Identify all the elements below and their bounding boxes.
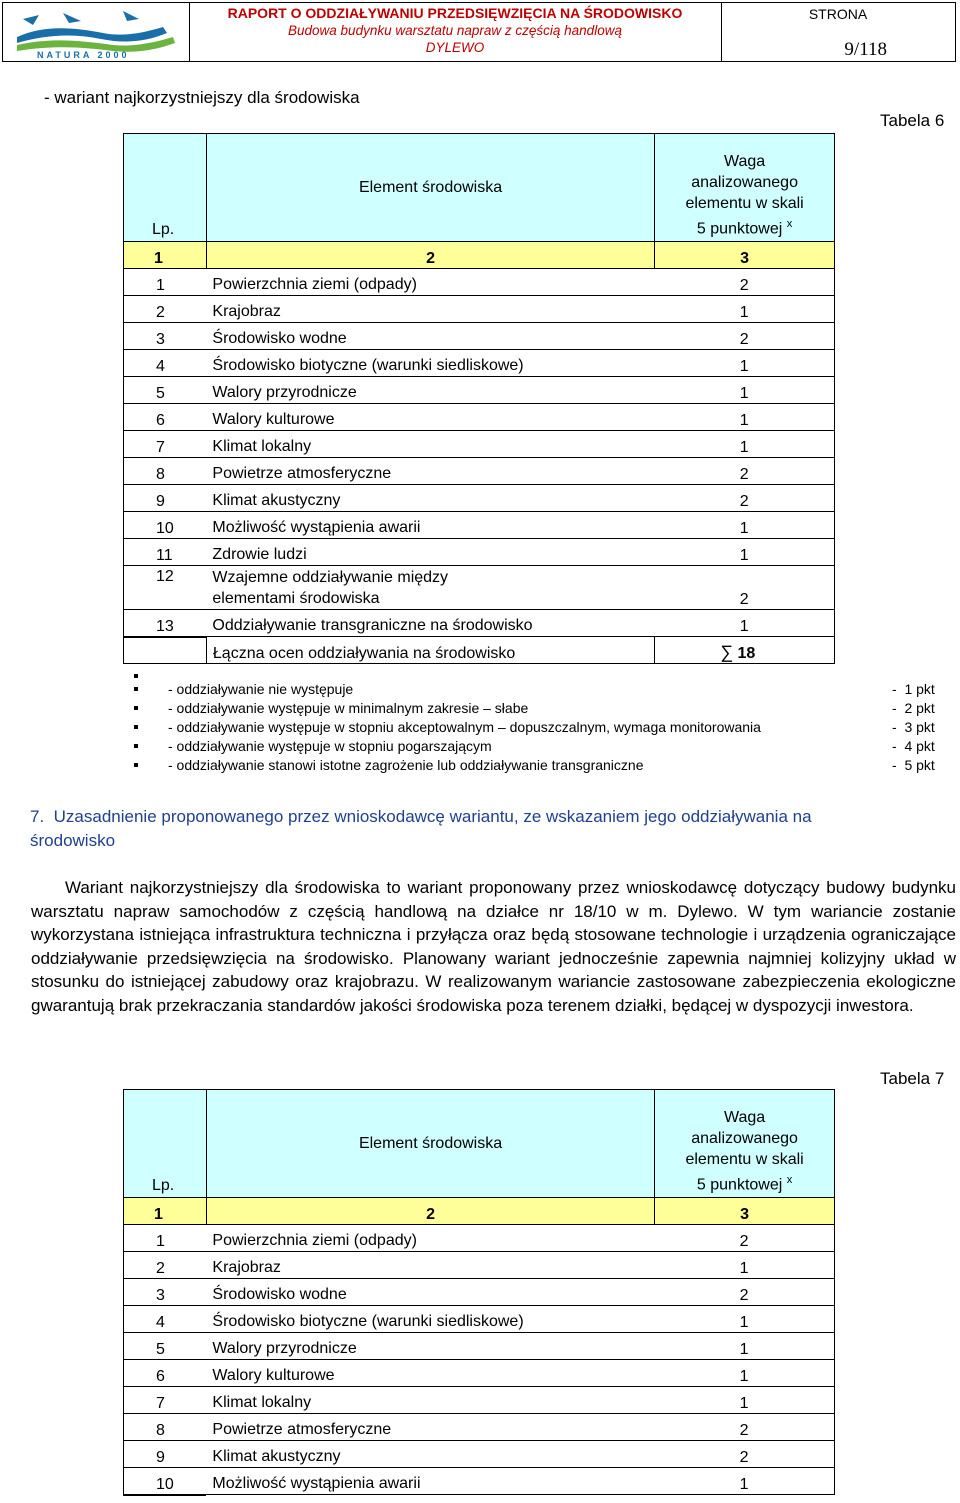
th-waga-text: 5 punktowej	[696, 220, 783, 237]
col-number: 1	[124, 242, 207, 269]
table-row	[124, 485, 835, 512]
cell-element: Klimat lokalny	[206, 1387, 654, 1414]
section7-title-line	[30, 805, 955, 829]
cell-weight: 1	[655, 1387, 835, 1414]
cell-lp: 4	[124, 350, 207, 377]
cell-weight: 2	[655, 1279, 835, 1306]
th-waga-line: elementu w skali	[685, 194, 804, 212]
natura-2000-logo	[3, 3, 190, 61]
sum-icon: ∑	[720, 642, 734, 662]
page-label: STRONA	[808, 6, 868, 22]
section7-heading	[30, 805, 955, 853]
total-value	[655, 637, 835, 664]
th-waga-line: Waga	[723, 1108, 766, 1126]
cell-weight: 2	[655, 458, 835, 485]
table-row	[124, 539, 835, 566]
section7-paragraph: Wariant najkorzystniejszy dla środowiska to wariant proponowany przez wnioskodawcę dotyczący budowy budynku warsztatu napraw samochodów z częścią handlową na działce nr 18/10 w m. Dylewo. W tym wariancie zostanie wykorzystana istniejąca infrastruktura techniczna i przyłącza oraz będą stosowane technologie i urządzenia ograniczające oddziaływanie przedsięwzięcia na środowisko. Planowany wariant jednocześnie zapewnia najmniej kolizyjny układ w stosunku do istniejącej zabudowy oraz krajobrazu. W realizowanym wariancie zastosowane zabezpieczenia ekologiczne gwarantują brak przekraczania standardów jakości środowiska poza terenem działki, będącej w dyspozycji inwestora.	[31, 878, 956, 1015]
table-row	[124, 1360, 835, 1387]
th-waga-line: analizowanego	[691, 1129, 798, 1147]
table-row	[124, 1333, 835, 1360]
th-lp: Lp.	[124, 1090, 207, 1198]
col-number: 2	[206, 242, 654, 269]
th-waga	[655, 134, 835, 242]
col-number: 3	[655, 1198, 835, 1225]
th-waga-line: analizowanego	[691, 173, 798, 191]
table7-caption: Tabela 7	[880, 1069, 945, 1088]
cell-element: Środowisko wodne	[206, 323, 654, 350]
cell-weight: 1	[655, 610, 835, 637]
table-row	[124, 1468, 835, 1495]
cell-weight: 2	[655, 1414, 835, 1441]
cell-lp: 2	[124, 1252, 207, 1279]
cell-lp: 1	[124, 269, 207, 296]
cell-element: Powietrze atmosferyczne	[206, 1414, 654, 1441]
th-waga	[655, 1090, 835, 1198]
legend-text: - oddziaływanie występuje w stopniu pogarszającym	[168, 738, 492, 754]
section7-title: Uzasadnienie proponowanego przez wnioskodawcę wariantu, ze wskazaniem jego oddziaływania na	[53, 807, 812, 826]
table-row	[124, 377, 835, 404]
th-element: Element środowiska	[206, 1090, 654, 1198]
table-row	[124, 1279, 835, 1306]
table-row	[124, 431, 835, 458]
cell-lp: 6	[124, 1360, 207, 1387]
page-header	[2, 2, 956, 62]
cell-element: Krajobraz	[206, 296, 654, 323]
legend-text: - oddziaływanie stanowi istotne zagrożenie lub oddziaływanie transgraniczne	[168, 757, 644, 773]
section7-title-line: środowisko	[30, 831, 116, 850]
report-title: RAPORT O ODDZIAŁYWANIU PRZEDSIĘWZIĘCIA NA ŚRODOWISKO	[227, 5, 683, 21]
cell-element: Krajobraz	[206, 1252, 654, 1279]
cell-lp: 13	[124, 610, 207, 637]
cell-lp: 12	[124, 566, 207, 610]
total-label: Łączna ocen oddziaływania na środowisko	[206, 637, 654, 664]
cell-weight: 1	[655, 512, 835, 539]
col-number: 1	[124, 1198, 207, 1225]
cell-element: Środowisko biotyczne (warunki siedliskowe)	[206, 350, 654, 377]
cell-element: Powierzchnia ziemi (odpady)	[206, 1225, 654, 1252]
bullet-icon	[134, 744, 138, 748]
cell-element: Powierzchnia ziemi (odpady)	[206, 269, 654, 296]
bullet-icon	[134, 687, 138, 691]
cell-element: Oddziaływanie transgraniczne na środowisko	[206, 610, 654, 637]
cell-weight: 1	[655, 377, 835, 404]
table-row	[124, 404, 835, 431]
cell-weight: 1	[655, 1306, 835, 1333]
bullet-icon	[134, 763, 138, 767]
cell-lp: 11	[124, 539, 207, 566]
cell-element: Zdrowie ludzi	[206, 539, 654, 566]
cell-lp: 3	[124, 1279, 207, 1306]
cell-weight: 1	[655, 1468, 835, 1495]
table-7	[123, 1089, 835, 1496]
cell-weight: 2	[655, 269, 835, 296]
legend-points: - 1 pkt	[892, 681, 935, 697]
legend-text: - oddziaływanie występuje w minimalnym zakresie – słabe	[168, 700, 529, 716]
cell-lp: 1	[124, 1225, 207, 1252]
report-place: DYLEWO	[425, 40, 485, 55]
legend-text: - oddziaływanie nie występuje	[168, 681, 354, 697]
cell-element: Walory przyrodnicze	[206, 1333, 654, 1360]
table-row	[124, 350, 835, 377]
cell-lp: 10	[124, 1468, 207, 1495]
bullet-icon	[134, 706, 138, 710]
cell-element: Wzajemne oddziaływanie między elementami środowiska	[206, 566, 654, 610]
cell-lp: 8	[124, 1414, 207, 1441]
col-number: 3	[655, 242, 835, 269]
cell-weight: 2	[655, 566, 835, 610]
cell-weight: 2	[655, 1441, 835, 1468]
cell-lp: 8	[124, 458, 207, 485]
th-waga-line: elementu w skali	[685, 1150, 804, 1168]
cell-element: Walory kulturowe	[206, 404, 654, 431]
cell-weight: 1	[655, 350, 835, 377]
total-spacer	[124, 637, 207, 664]
cell-element: Walory kulturowe	[206, 1360, 654, 1387]
legend-points: - 5 pkt	[892, 757, 935, 773]
table-row	[124, 566, 835, 610]
cell-lp: 9	[124, 485, 207, 512]
cell-lp: 7	[124, 1387, 207, 1414]
bullet-icon	[134, 725, 138, 729]
cell-element: Walory przyrodnicze	[206, 377, 654, 404]
table-row	[124, 1225, 835, 1252]
cell-weight: 2	[655, 323, 835, 350]
table-row	[124, 610, 835, 637]
cell-lp: 3	[124, 323, 207, 350]
th-waga-line	[655, 1170, 834, 1195]
legend-points: - 3 pkt	[892, 719, 935, 735]
cell-weight: 1	[655, 1252, 835, 1279]
th-waga-mark: x	[786, 1173, 793, 1186]
cell-weight: 1	[655, 1333, 835, 1360]
table-6	[123, 133, 835, 664]
cell-element: Możliwość wystąpienia awarii	[206, 1468, 654, 1495]
cell-lp: 9	[124, 1441, 207, 1468]
cell-element: Możliwość wystąpienia awarii	[206, 512, 654, 539]
bullet-icon	[134, 674, 138, 678]
total-value-number: 18	[737, 645, 756, 662]
cell-element: Klimat akustyczny	[206, 485, 654, 512]
section7-number: 7.	[30, 807, 45, 826]
page-number-block	[721, 3, 955, 61]
table-row	[124, 1252, 835, 1279]
table-row	[124, 1441, 835, 1468]
cell-element: Powietrze atmosferyczne	[206, 458, 654, 485]
cell-element: Klimat akustyczny	[206, 1441, 654, 1468]
cell-weight: 1	[655, 539, 835, 566]
header-title-block	[189, 3, 722, 61]
table6-caption: Tabela 6	[880, 111, 945, 130]
cell-element: Środowisko biotyczne (warunki siedliskowe)	[206, 1306, 654, 1333]
cell-weight: 1	[655, 404, 835, 431]
page-number: 9/118	[844, 39, 887, 60]
legend-points: - 2 pkt	[892, 700, 935, 716]
cell-lp: 5	[124, 377, 207, 404]
cell-lp: 2	[124, 296, 207, 323]
table-row	[124, 458, 835, 485]
cell-element: Środowisko wodne	[206, 1279, 654, 1306]
legend-text: - oddziaływanie występuje w stopniu akceptowalnym – dopuszczalnym, wymaga monitorowania	[168, 719, 761, 735]
table-row	[124, 296, 835, 323]
intro-line: - wariant najkorzystniejszy dla środowiska	[44, 88, 360, 107]
col-number: 2	[206, 1198, 654, 1225]
table-row	[124, 512, 835, 539]
table-row	[124, 1306, 835, 1333]
legend-points: - 4 pkt	[892, 738, 935, 754]
cell-lp: 4	[124, 1306, 207, 1333]
table-row	[124, 269, 835, 296]
cell-lp: 6	[124, 404, 207, 431]
cell-weight: 1	[655, 1360, 835, 1387]
cell-weight: 1	[655, 296, 835, 323]
cell-weight: 2	[655, 1225, 835, 1252]
th-element: Element środowiska	[206, 134, 654, 242]
th-waga-line	[655, 214, 834, 239]
cell-weight: 2	[655, 485, 835, 512]
th-waga-mark: x	[786, 217, 793, 230]
th-waga-text: 5 punktowej	[696, 1176, 783, 1193]
table-row	[124, 323, 835, 350]
th-lp: Lp.	[124, 134, 207, 242]
natura-2000-logo-icon	[3, 3, 189, 61]
cell-element: Klimat lokalny	[206, 431, 654, 458]
th-waga-line: Waga	[724, 152, 766, 170]
svg-text:NATURA 2000: NATURA 2000	[37, 50, 130, 60]
table-row	[124, 1387, 835, 1414]
table-row	[124, 1414, 835, 1441]
cell-lp: 7	[124, 431, 207, 458]
cell-lp: 5	[124, 1333, 207, 1360]
cell-weight: 1	[655, 431, 835, 458]
report-subtitle: Budowa budynku warsztatu napraw z częścią handlową	[288, 23, 622, 38]
cell-lp: 10	[124, 512, 207, 539]
